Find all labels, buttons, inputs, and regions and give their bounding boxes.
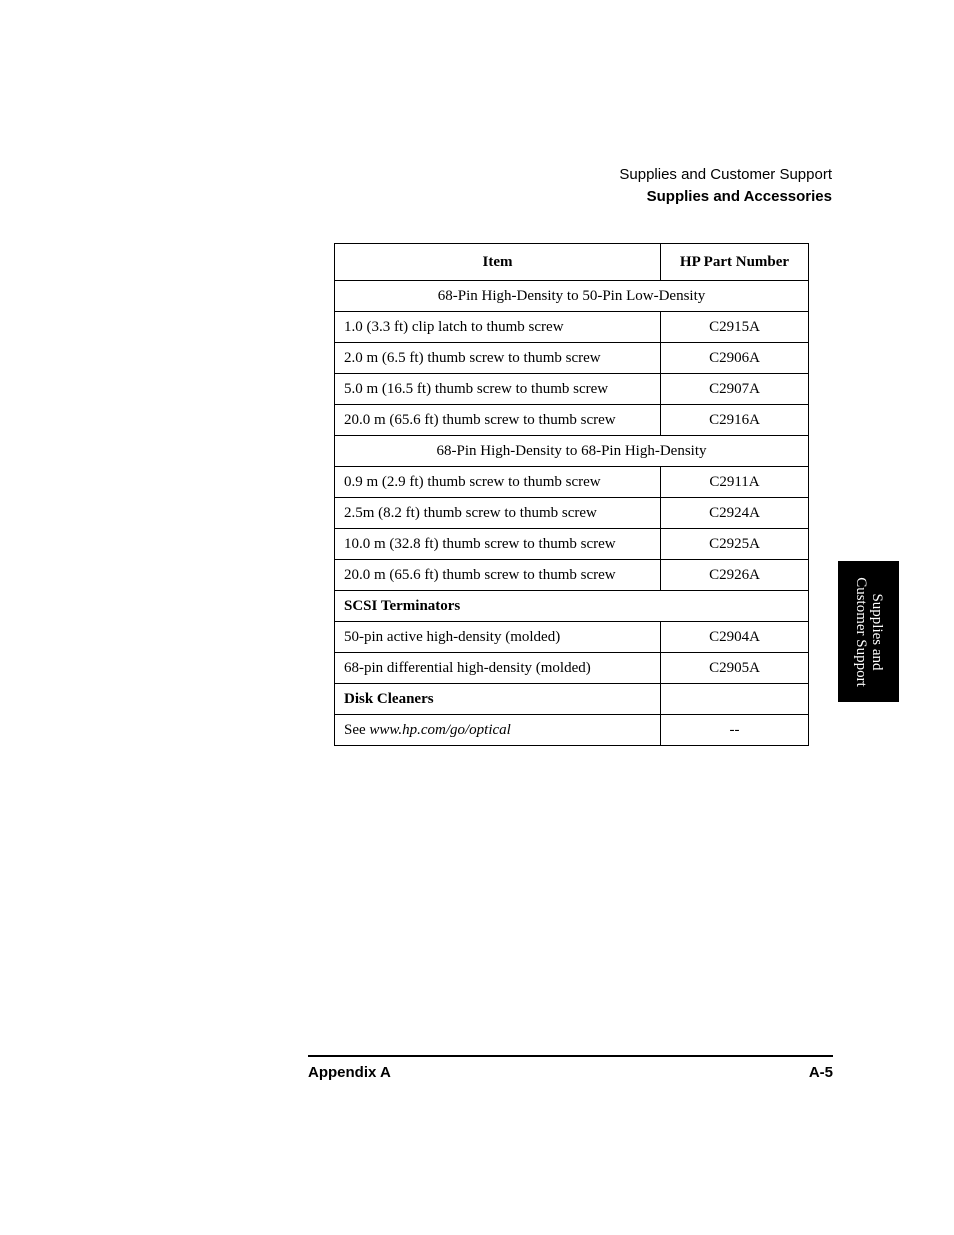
item-cell: 20.0 m (65.6 ft) thumb screw to thumb screw bbox=[335, 560, 661, 591]
section-heading-scsi-terminators: SCSI Terminators bbox=[335, 591, 809, 622]
part-number-cell: C2924A bbox=[661, 498, 809, 529]
column-header-item: Item bbox=[335, 244, 661, 281]
table-row bbox=[335, 405, 809, 436]
thumb-tab-line-2: Customer Support bbox=[852, 576, 869, 687]
item-cell: 2.0 m (6.5 ft) thumb screw to thumb screw bbox=[335, 343, 661, 374]
table-row bbox=[335, 498, 809, 529]
table-row bbox=[335, 312, 809, 343]
table-row bbox=[335, 374, 809, 405]
item-cell: 2.5m (8.2 ft) thumb screw to thumb screw bbox=[335, 498, 661, 529]
supplies-table bbox=[334, 243, 809, 746]
table-row bbox=[335, 715, 809, 746]
part-number-cell: C2904A bbox=[661, 622, 809, 653]
item-cell: 5.0 m (16.5 ft) thumb screw to thumb screw bbox=[335, 374, 661, 405]
part-number-cell: C2911A bbox=[661, 467, 809, 498]
footer-appendix-label: Appendix A bbox=[308, 1064, 391, 1081]
table-row bbox=[335, 467, 809, 498]
item-cell: 68-pin differential high-density (molded) bbox=[335, 653, 661, 684]
table-row bbox=[335, 653, 809, 684]
thumb-tab-line-1: Supplies and bbox=[868, 592, 885, 671]
footer-page-number: A-5 bbox=[808, 1064, 833, 1081]
footer-rule bbox=[308, 1055, 833, 1057]
chapter-thumb-tab-label bbox=[853, 577, 885, 687]
part-number-cell: C2907A bbox=[661, 374, 809, 405]
optical-url: www.hp.com/go/optical bbox=[369, 722, 511, 738]
chapter-thumb-tab bbox=[838, 561, 899, 702]
part-number-cell: C2925A bbox=[661, 529, 809, 560]
part-number-cell: C2916A bbox=[661, 405, 809, 436]
table-row bbox=[335, 622, 809, 653]
running-header-chapter: Supplies and Customer Support bbox=[619, 166, 832, 183]
table-row bbox=[335, 560, 809, 591]
section-heading-disk-cleaners: Disk Cleaners bbox=[335, 684, 661, 715]
part-number-cell: C2905A bbox=[661, 653, 809, 684]
item-cell: 50-pin active high-density (molded) bbox=[335, 622, 661, 653]
group-row bbox=[335, 281, 809, 312]
running-header-section: Supplies and Accessories bbox=[646, 188, 832, 205]
section-row bbox=[335, 684, 809, 715]
table-row bbox=[335, 343, 809, 374]
part-number-cell: -- bbox=[661, 715, 809, 746]
part-number-cell: C2926A bbox=[661, 560, 809, 591]
group-heading-68pin: 68-Pin High-Density to 68-Pin High-Density bbox=[335, 436, 809, 467]
item-cell bbox=[335, 715, 661, 746]
item-cell: 1.0 (3.3 ft) clip latch to thumb screw bbox=[335, 312, 661, 343]
section-row bbox=[335, 591, 809, 622]
group-heading-50pin: 68-Pin High-Density to 50-Pin Low-Density bbox=[335, 281, 809, 312]
part-number-cell: C2915A bbox=[661, 312, 809, 343]
group-row bbox=[335, 436, 809, 467]
part-number-cell: C2906A bbox=[661, 343, 809, 374]
column-header-part-number: HP Part Number bbox=[661, 244, 809, 281]
empty-cell bbox=[661, 684, 809, 715]
item-cell: 0.9 m (2.9 ft) thumb screw to thumb screw bbox=[335, 467, 661, 498]
table-row bbox=[335, 529, 809, 560]
item-cell: 10.0 m (32.8 ft) thumb screw to thumb screw bbox=[335, 529, 661, 560]
table-header-row bbox=[335, 244, 809, 281]
see-text: See bbox=[344, 722, 366, 738]
item-cell: 20.0 m (65.6 ft) thumb screw to thumb screw bbox=[335, 405, 661, 436]
